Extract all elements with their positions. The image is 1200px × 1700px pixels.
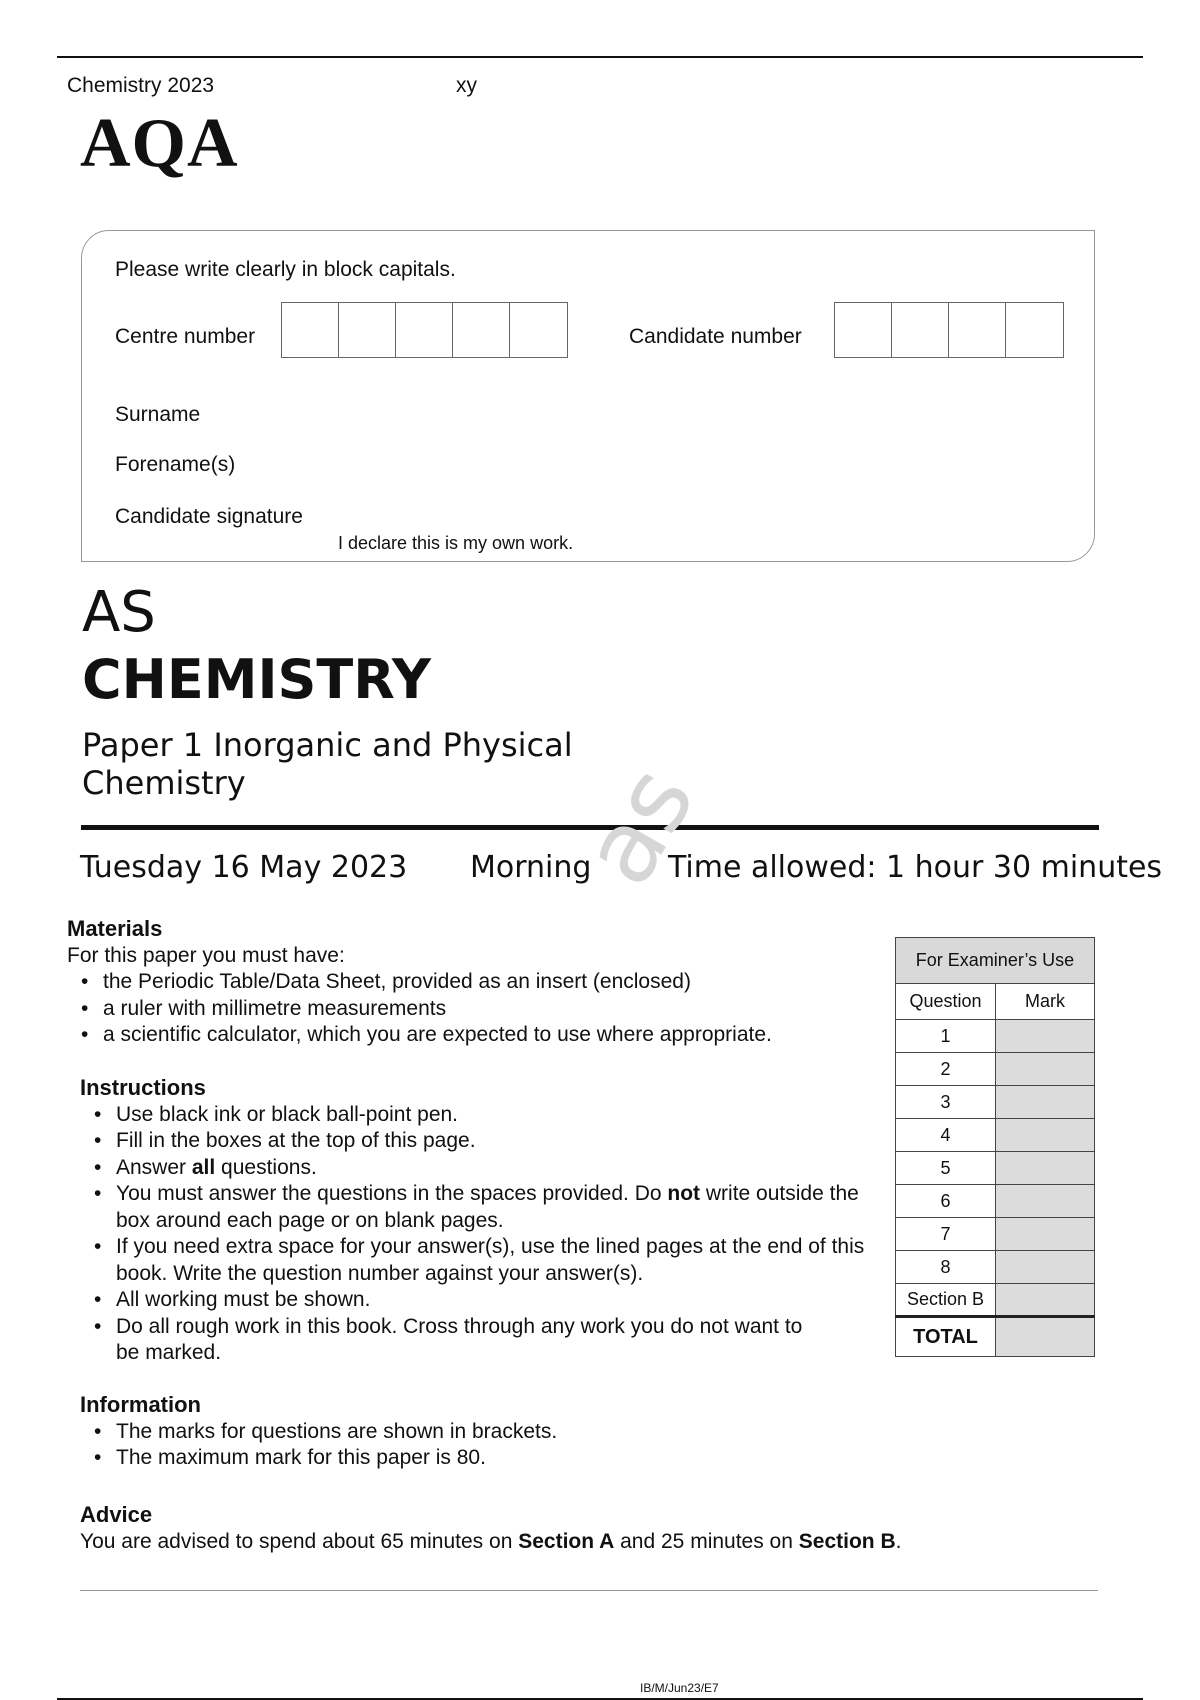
information-heading: Information — [80, 1392, 201, 1417]
mark-cell — [996, 1020, 1095, 1053]
table-row — [896, 1251, 1095, 1284]
text-run: and 25 minutes on — [614, 1529, 799, 1553]
list-item: • All working must be shown. — [80, 1287, 870, 1314]
centre-number-label: Centre number — [115, 325, 256, 348]
table-row — [896, 1218, 1095, 1251]
centre-number-digit[interactable] — [453, 303, 510, 357]
advice-heading: Advice — [80, 1502, 153, 1527]
advice-text — [80, 1529, 1100, 1556]
list-item: • Do all rough work in this book. Cross through any work you do not want to be marked. — [80, 1314, 870, 1367]
candidate-number-digit[interactable] — [949, 303, 1006, 357]
list-item — [80, 1181, 870, 1234]
table-row — [896, 1119, 1095, 1152]
list-item: • the Periodic Table/Data Sheet, provided as an insert (enclosed) — [67, 969, 887, 996]
centre-number-digit[interactable] — [396, 303, 453, 357]
forename-label: Forename(s) — [115, 453, 236, 476]
footer-rule — [57, 1698, 1143, 1700]
list-item: • a ruler with millimetre measurements — [67, 996, 887, 1023]
text-run: . — [895, 1529, 902, 1553]
column-header-mark: Mark — [996, 984, 1095, 1020]
mark-cell — [996, 1218, 1095, 1251]
question-number: 1 — [896, 1020, 996, 1053]
list-item: • The marks for questions are shown in brackets. — [80, 1419, 880, 1446]
list-item: • a scientific calculator, which you are expected to use where appropriate. — [67, 1022, 887, 1049]
question-number: 8 — [896, 1251, 996, 1284]
mark-cell — [996, 1185, 1095, 1218]
centre-number-digit[interactable] — [339, 303, 396, 357]
header-subject-year: Chemistry 2023 — [67, 74, 215, 97]
paper-reference-code: IB/M/Jun23/E7 — [640, 1681, 719, 1695]
question-number: 7 — [896, 1218, 996, 1251]
paper-title: Paper 1 Inorganic and Physical Chemistry — [82, 726, 573, 802]
header-code: xy — [456, 74, 477, 97]
advice-section — [80, 1502, 1100, 1555]
question-number: 3 — [896, 1086, 996, 1119]
mark-cell — [996, 1119, 1095, 1152]
text-run: write outside the box around each page or on blank pages. — [116, 1182, 859, 1232]
declaration-text: I declare this is my own work. — [338, 533, 574, 553]
centre-number-boxes[interactable] — [281, 302, 568, 358]
table-row — [896, 1053, 1095, 1086]
list-item: • Use black ink or black ball-point pen. — [80, 1102, 870, 1129]
candidate-number-digit[interactable] — [835, 303, 892, 357]
text-run: You are advised to spend about 65 minutes on — [80, 1529, 519, 1553]
table-row — [896, 1284, 1095, 1317]
centre-number-digit[interactable] — [282, 303, 339, 357]
question-number: 6 — [896, 1185, 996, 1218]
list-item: • Fill in the boxes at the top of this page. — [80, 1128, 870, 1155]
mark-cell — [996, 1284, 1095, 1317]
time-allowed: Time allowed: 1 hour 30 minutes — [668, 850, 1163, 885]
candidate-number-boxes[interactable] — [834, 302, 1064, 358]
qualification-level: AS — [82, 580, 156, 645]
column-header-question: Question — [896, 984, 996, 1020]
emphasis-text: Section A — [518, 1529, 615, 1553]
top-rule — [57, 56, 1143, 58]
question-number: 4 — [896, 1119, 996, 1152]
question-number: 5 — [896, 1152, 996, 1185]
mark-cell — [996, 1086, 1095, 1119]
watermark: as — [559, 747, 718, 904]
candidate-number-label: Candidate number — [629, 325, 802, 348]
block-capitals-instruction: Please write clearly in block capitals. — [115, 258, 456, 281]
table-row — [896, 1020, 1095, 1053]
list-item — [80, 1155, 870, 1182]
materials-intro: For this paper you must have: — [67, 943, 345, 967]
text-run: You must answer the questions in the spaces provided. Do — [116, 1182, 668, 1205]
emphasis-text: Section B — [798, 1529, 896, 1553]
signature-label: Candidate signature — [115, 505, 303, 528]
emphasis-text: not — [667, 1182, 701, 1205]
exam-session: Morning — [470, 850, 592, 885]
materials-section — [67, 916, 887, 1049]
candidate-number-digit[interactable] — [892, 303, 949, 357]
total-row — [896, 1317, 1095, 1357]
total-label: TOTAL — [896, 1317, 996, 1357]
text-run: questions. — [215, 1155, 317, 1179]
table-row — [896, 1086, 1095, 1119]
candidate-number-digit[interactable] — [1006, 303, 1063, 357]
subject-title: CHEMISTRY — [82, 648, 431, 711]
information-section — [80, 1392, 880, 1472]
list-item: • The maximum mark for this paper is 80. — [80, 1445, 880, 1472]
examiner-use-table — [895, 937, 1095, 1357]
table-row — [896, 1152, 1095, 1185]
mark-cell — [996, 1251, 1095, 1284]
surname-label: Surname — [115, 403, 201, 426]
question-number: 2 — [896, 1053, 996, 1086]
bottom-thin-rule — [80, 1590, 1098, 1591]
list-item: • If you need extra space for your answer(s), use the lined pages at the end of this book. Write the question number against your answer(s). — [80, 1234, 870, 1287]
candidate-details-box — [81, 230, 1095, 562]
aqa-logo: AQA — [80, 105, 239, 182]
mark-cell — [996, 1152, 1095, 1185]
centre-number-digit[interactable] — [510, 303, 567, 357]
materials-list — [67, 969, 887, 1049]
emphasis-text: all — [191, 1155, 216, 1179]
text-run: Answer — [116, 1155, 192, 1179]
examiner-table-title: For Examiner’s Use — [896, 938, 1095, 984]
question-number: Section B — [896, 1284, 996, 1317]
total-mark-cell — [996, 1317, 1095, 1357]
materials-heading: Materials — [67, 916, 163, 941]
table-row — [896, 1185, 1095, 1218]
instructions-heading: Instructions — [80, 1075, 206, 1100]
mark-cell — [996, 1053, 1095, 1086]
instructions-section — [80, 1075, 870, 1367]
instructions-list — [80, 1102, 870, 1367]
exam-date: Tuesday 16 May 2023 — [80, 850, 408, 885]
information-list — [80, 1419, 880, 1472]
